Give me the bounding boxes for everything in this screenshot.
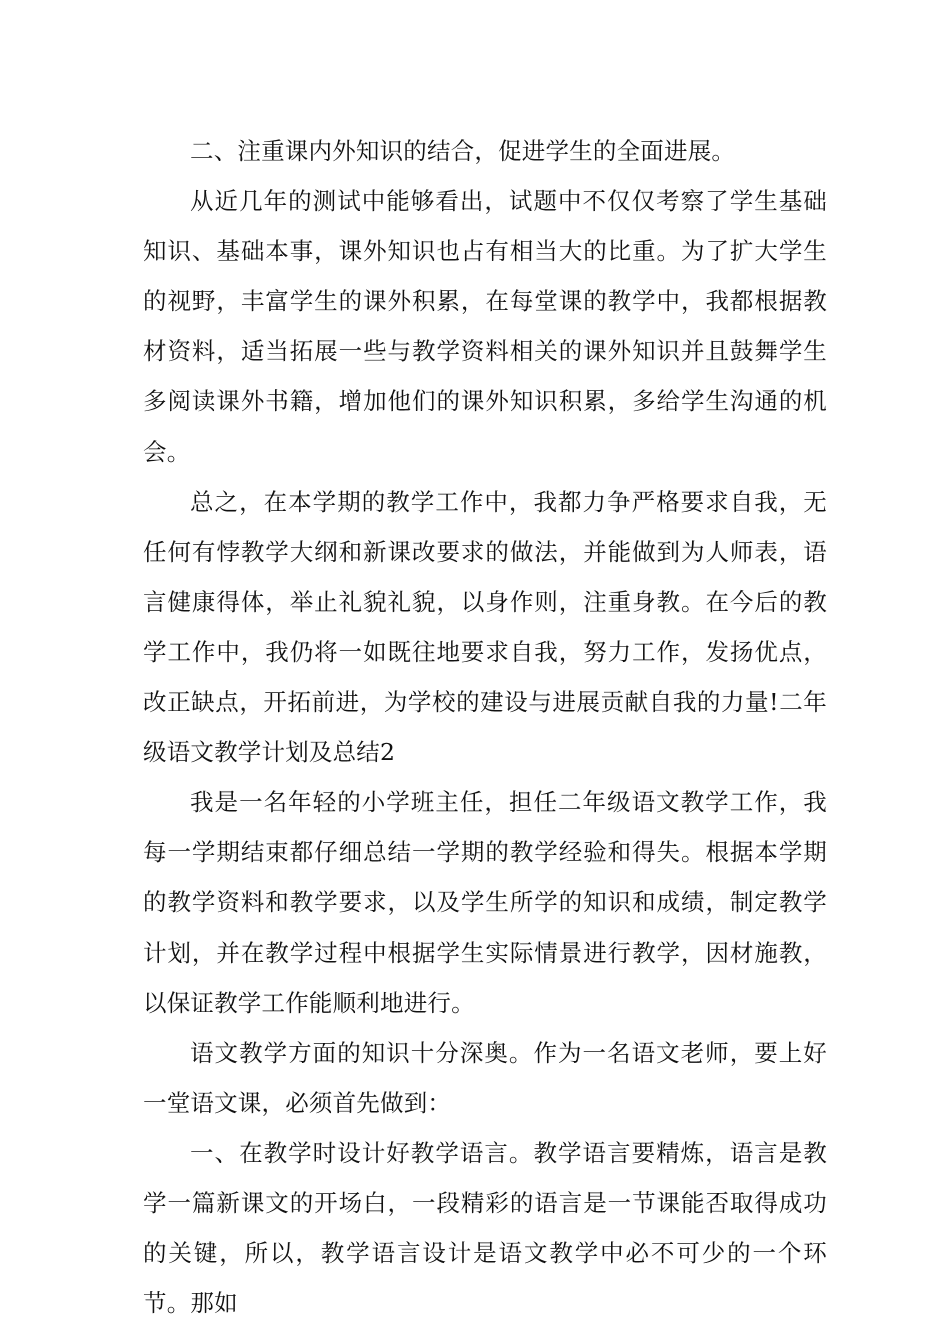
document-body	[143, 126, 827, 1328]
paragraph: 二、注重课内外知识的结合，促进学生的全面进展。	[190, 137, 736, 165]
paragraph: 我是一名年轻的小学班主任，担任二年级语文教学工作，我每一学期结束都仔细总结一学期的教学经验和得失。根据本学期的教学资料和教学要求，以及学生所学的知识和成绩，制定教学计划，并在教学过程中根据学生实际情景进行教学，因材施教，以保证教学工作能顺利地进行。	[143, 788, 827, 1017]
paragraph: 语文教学方面的知识十分深奥。作为一名语文老师，要上好一堂语文课，必须首先做到：	[143, 1038, 827, 1117]
paragraph: 从近几年的测试中能够看出，试题中不仅仅考察了学生基础知识、基础本事，课外知识也占有相当大的比重。为了扩大学生的视野，丰富学生的课外积累，在每堂课的教学中，我都根据教材资料，适当拓展一些与教学资料相关的课外知识并且鼓舞学生多阅读课外书籍，增加他们的课外知识积累，多给学生沟通的机会。	[143, 187, 827, 466]
paragraph: 总之，在本学期的教学工作中，我都力争严格要求自我，无任何有悖教学大纲和新课改要求的做法，并能做到为人师表，语言健康得体，举止礼貌礼貌，以身作则，注重身教。在今后的教学工作中，我仍将一如既往地要求自我，努力工作，发扬优点，改正缺点，开拓前进，为学校的建设与进展贡献自我的力量!二年级语文教学计划及总结2	[143, 487, 827, 767]
paragraph: 一、在教学时设计好教学语言。教学语言要精炼，语言是教学一篇新课文的开场白，一段精彩的语言是一节课能否取得成功的关键，所以，教学语言设计是语文教学中必不可少的一个环节。那如	[143, 1138, 827, 1318]
